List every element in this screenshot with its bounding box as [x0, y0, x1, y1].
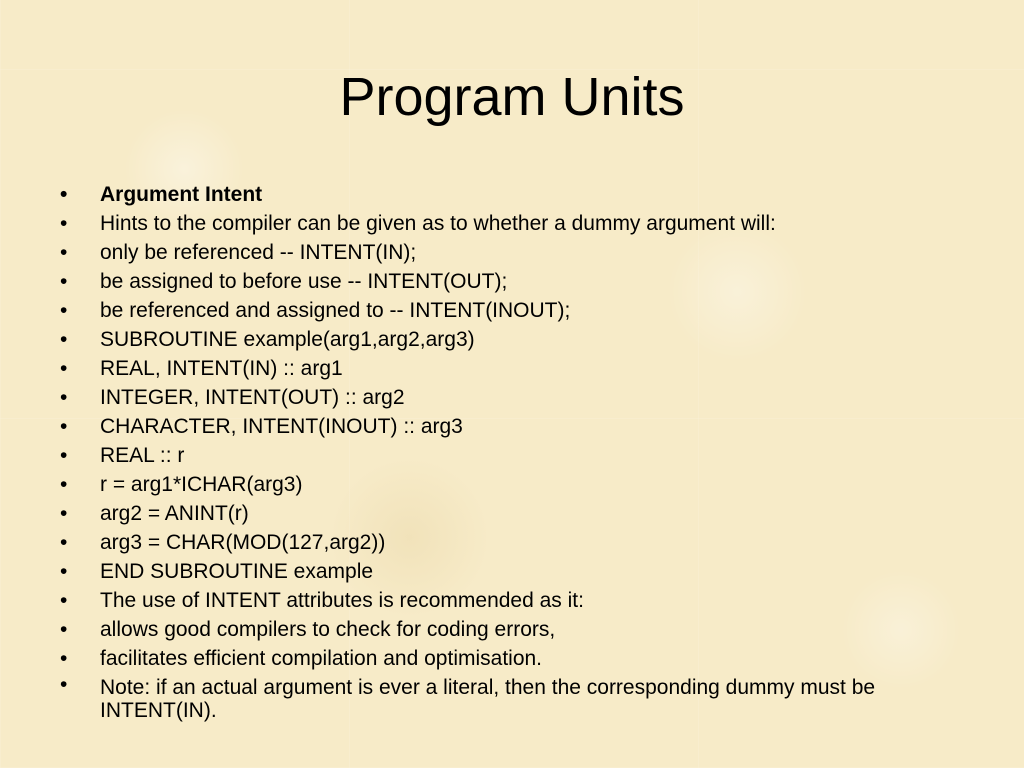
bullet-item	[56, 644, 976, 673]
bullet-item-argument-intent	[56, 180, 976, 209]
bullet-text: SUBROUTINE example(arg1,arg2,arg3)	[100, 328, 475, 351]
bullet-dot: •	[60, 618, 68, 641]
bullet-item	[56, 441, 976, 470]
bullet-dot: •	[60, 473, 68, 496]
bullet-dot: •	[60, 212, 68, 235]
bullet-dot: •	[60, 299, 68, 322]
bullet-item	[56, 296, 976, 325]
bullet-item	[56, 383, 976, 412]
bullet-item	[56, 267, 976, 296]
bullet-list	[56, 180, 976, 722]
bullet-dot: •	[60, 444, 68, 467]
bullet-item	[56, 470, 976, 499]
bullet-dot: •	[60, 589, 68, 612]
bullet-dot: •	[60, 241, 68, 264]
bullet-text: facilitates efficient compilation and optimisation.	[100, 647, 543, 670]
bullet-dot: •	[60, 647, 68, 670]
bullet-item	[56, 528, 976, 557]
bullet-text: INTEGER, INTENT(OUT) :: arg2	[100, 386, 405, 409]
bullet-item	[56, 209, 976, 238]
bullet-item	[56, 557, 976, 586]
bullet-text: CHARACTER, INTENT(INOUT) :: arg3	[100, 415, 463, 438]
bullet-dot: •	[60, 502, 68, 525]
bullet-item	[56, 354, 976, 383]
bullet-item	[56, 325, 976, 354]
bullet-text: Argument Intent	[100, 183, 263, 206]
bullet-text: Hints to the compiler can be given as to whether a dummy argument will:	[100, 212, 776, 235]
bullet-item	[56, 673, 976, 722]
slide-title: Program Units	[339, 67, 685, 127]
bullet-dot: •	[60, 673, 68, 696]
bullet-item	[56, 238, 976, 267]
bullet-dot: •	[60, 270, 68, 293]
bullet-text: only be referenced -- INTENT(IN);	[100, 241, 417, 264]
bullet-dot: •	[60, 531, 68, 554]
bullet-dot: •	[60, 386, 68, 409]
bullet-text: arg2 = ANINT(r)	[100, 502, 249, 525]
bullet-text: The use of INTENT attributes is recommended as it:	[100, 589, 584, 612]
bullet-text: be assigned to before use -- INTENT(OUT);	[100, 270, 508, 293]
bullet-text: arg3 = CHAR(MOD(127,arg2))	[100, 531, 386, 554]
bullet-dot: •	[60, 183, 68, 206]
bullet-dot: •	[60, 560, 68, 583]
bullet-item	[56, 615, 976, 644]
bullet-dot: •	[60, 328, 68, 351]
bullet-item	[56, 412, 976, 441]
bullet-text: Note: if an actual argument is ever a literal, then the corresponding dummy must be INTENT(IN).	[100, 676, 876, 722]
bullet-item	[56, 499, 976, 528]
bullet-text: r = arg1*ICHAR(arg3)	[100, 473, 303, 496]
bullet-item	[56, 586, 976, 615]
bullet-text: REAL, INTENT(IN) :: arg1	[100, 357, 343, 380]
bullet-dot: •	[60, 357, 68, 380]
bullet-text: REAL :: r	[100, 444, 185, 467]
bullet-text: allows good compilers to check for coding errors,	[100, 618, 556, 641]
bullet-text: END SUBROUTINE example	[100, 560, 374, 583]
bullet-text: be referenced and assigned to -- INTENT(INOUT);	[100, 299, 571, 322]
bullet-dot: •	[60, 415, 68, 438]
